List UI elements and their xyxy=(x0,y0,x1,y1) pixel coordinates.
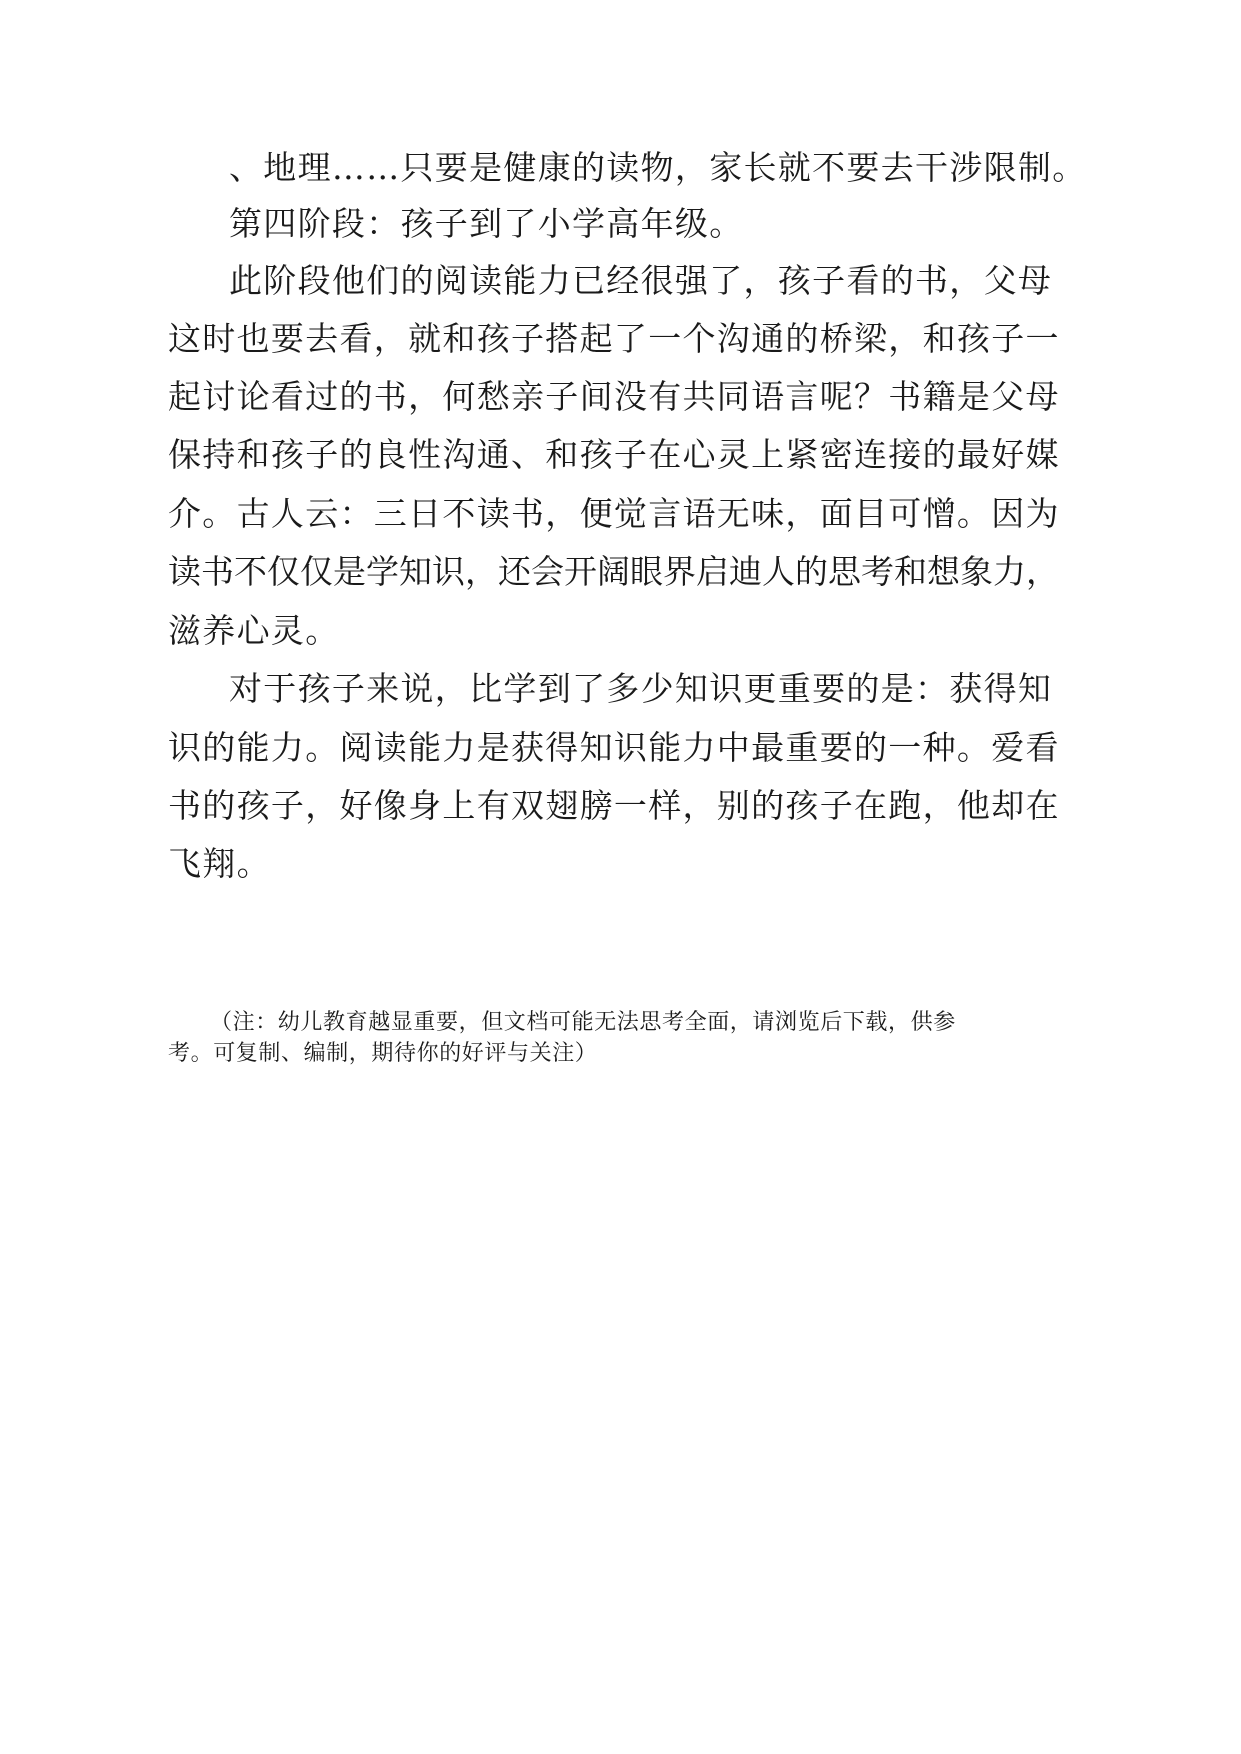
paragraph-line: 书的孩子，好像身上有双翅膀一样，别的孩子在跑，他却在 xyxy=(168,786,1060,825)
paragraph-line: 保持和孩子的良性沟通、和孩子在心灵上紧密连接的最好媒 xyxy=(168,435,1060,474)
footnote-line: （注：幼儿教育越显重要，但文档可能无法思考全面，请浏览后下载，供参 xyxy=(210,1010,956,1035)
footnote-line: 考。可复制、编制，期待你的好评与关注） xyxy=(168,1041,598,1066)
paragraph-line: 读书不仅仅是学知识，还会开阔眼界启迪人的思考和想象力， xyxy=(168,552,1059,591)
paragraph-line: 、地理……只要是健康的读物，家长就不要去干涉限制。 xyxy=(229,148,1087,187)
paragraph-line: 这时也要去看，就和孩子搭起了一个沟通的桥梁，和孩子一 xyxy=(168,319,1060,358)
paragraph-line: 介。古人云：三日不读书，便觉言语无味，面目可憎。因为 xyxy=(168,494,1060,533)
paragraph-line: 起讨论看过的书，何愁亲子间没有共同语言呢？书籍是父母 xyxy=(168,377,1060,416)
paragraph-line: 对于孩子来说，比学到了多少知识更重要的是：获得知 xyxy=(229,669,1053,708)
paragraph-line: 此阶段他们的阅读能力已经很强了，孩子看的书，父母 xyxy=(229,261,1053,300)
paragraph-line: 飞翔。 xyxy=(168,844,271,883)
paragraph-line: 滋养心灵。 xyxy=(168,611,340,650)
paragraph-line: 识的能力。阅读能力是获得知识能力中最重要的一种。爱看 xyxy=(168,728,1060,767)
paragraph-line: 第四阶段：孩子到了小学高年级。 xyxy=(229,204,744,243)
